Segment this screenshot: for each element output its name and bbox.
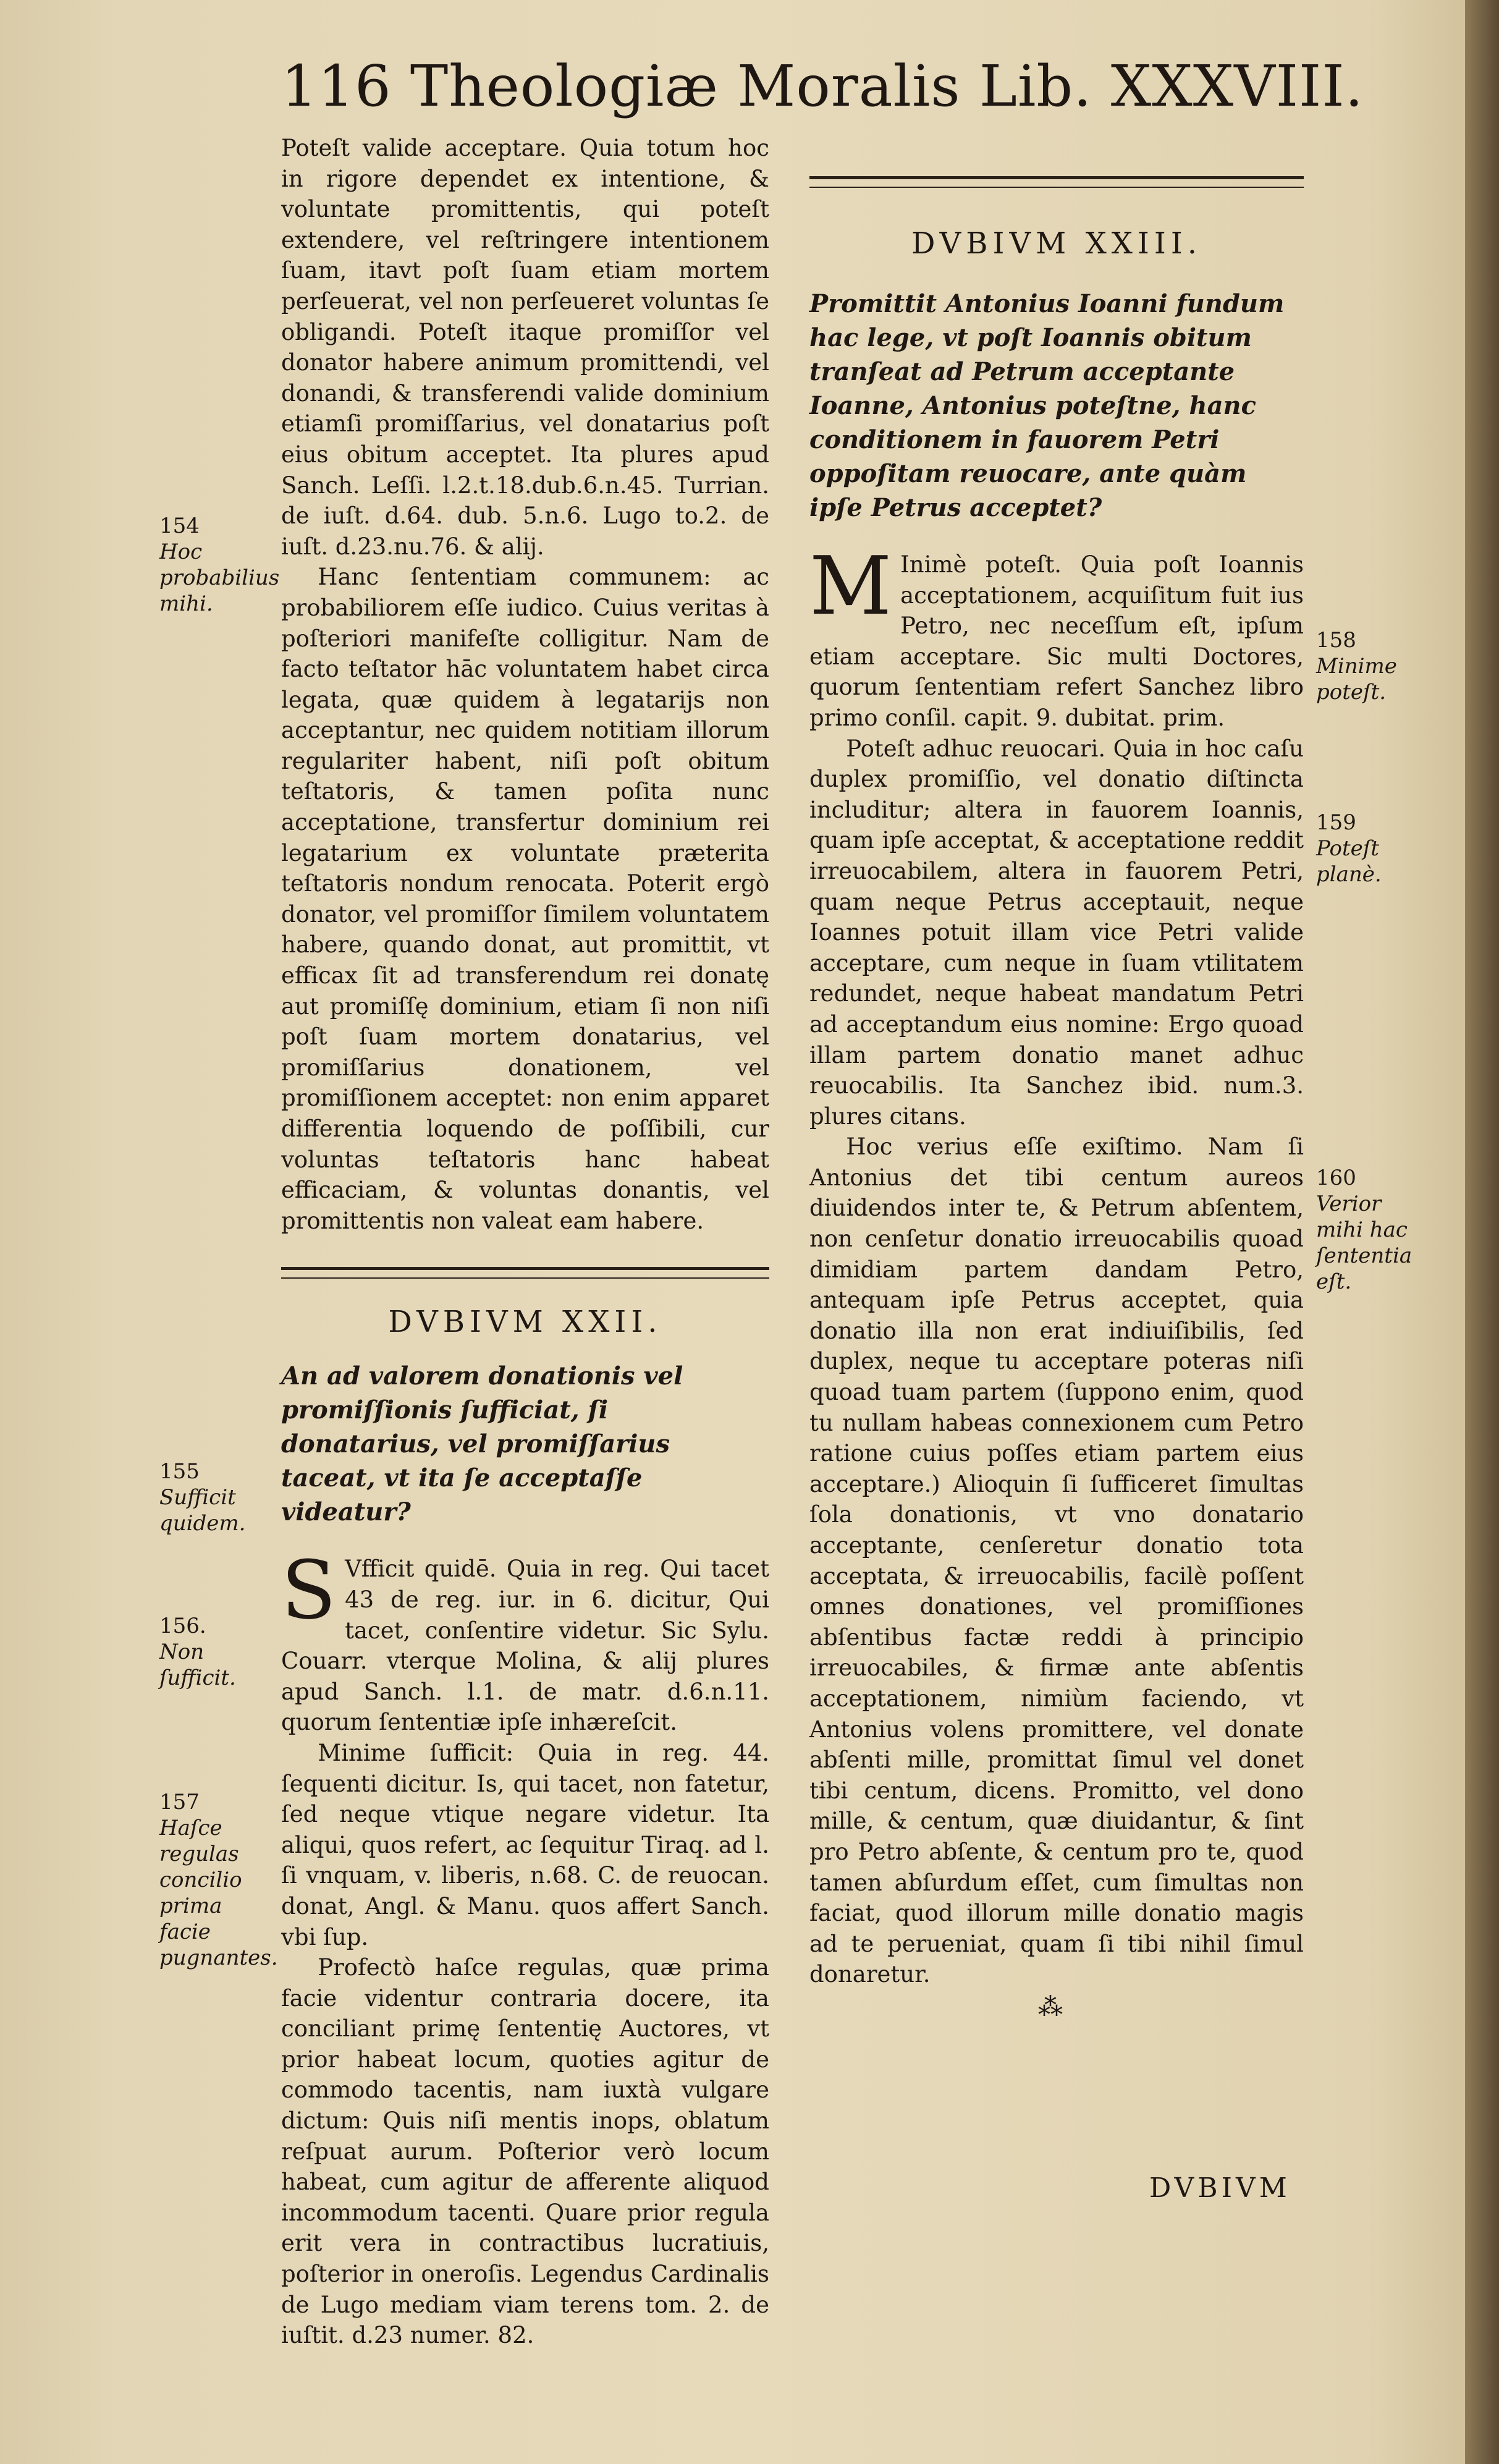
- margin-note-text: Minime poteſt.: [1316, 654, 1397, 705]
- catchword: DVBIVM: [1149, 2172, 1291, 2204]
- margin-note-text: Poteſt planè.: [1316, 836, 1382, 887]
- dubium-xxiii-question: Promittit Antonius Ioanni fundum hac lege, vt poſt Ioannis obitum tranſeat ad Petrum acceptante Ioanne, Antonius poteſtne, hanc conditionem in fauorem Petri oppoſitam reuocare, ante quàm ipſe Petrus acceptet?: [809, 289, 1285, 522]
- margin-note-154: [159, 513, 280, 617]
- margin-note-156: [159, 1613, 277, 1691]
- margin-note-text: Verior mihi hac ſententia eſt.: [1316, 1192, 1412, 1294]
- margin-note-159: [1316, 810, 1421, 887]
- drop-cap-s: S: [281, 1543, 337, 1638]
- left-paragraph-3: Vfficit quidē. Quia in reg. Qui tacet 43 de reg. iur. in 6. dicitur, Qui tacet, conſentire videtur. Sic Sylu. Couarr. vterque Molina, & alij plures apud Sanch. l.1. de matr. d.6.n.11. quorum ſententiæ ipſe inhæreſcit.: [281, 1556, 769, 1736]
- page-edge: [1465, 0, 1499, 2464]
- left-paragraph-2: Hanc ſententiam communem: ac probabiliorem eſſe iudico. Cuius veritas à poſteriori manifeſte colligitur. Nam de facto teſtator hāc voluntatem habet circa legata, quæ quidem à legatarijs non acceptantur, nec quidem notitiam illorum regulariter habent, niſi poſt obitum teſtatoris, & tamen poſita nunc acceptatione, transfertur dominium rei legatarium ex voluntate præterita teſtatoris nondum renocata. Poterit ergò donator, vel promiſſor ſimilem voluntatem habere, quando donat, aut promittit, vt efficax ſit ad transferendum rei donatę aut promiſſę dominium, etiam ſi non niſi poſt ſuam mortem donatarius, vel promiſſarius donationem, vel promiſſionem acceptet: non enim apparet differentia loquendo de poſſibili, cur voluntas teſtatoris hanc habeat efficaciam, & voluntas donantis, vel promittentis non valeat eam habere.: [281, 564, 769, 1234]
- margin-note-157: [159, 1789, 277, 1971]
- margin-note-number: 157: [159, 1790, 200, 1814]
- page-number: 116: [281, 53, 392, 119]
- dubium-xxii-question: An ad valorem donationis vel promiſſionis ſufficiat, ſi donatarius, vel promiſſarius taceat, vt ita ſe acceptaſſe videatur?: [281, 1361, 683, 1527]
- margin-note-number: 158: [1316, 628, 1356, 653]
- left-column: [281, 133, 769, 2351]
- page-header: [281, 53, 1364, 121]
- left-paragraph-4: Minime ſufficit: Quia in reg. 44. ſequenti dicitur. Is, qui tacet, non fatetur, ſed neque vtique negare videtur. Ita aliqui, quos refert, ac ſequitur Tiraq. ad l. ſi vnquam, v. liberis, n.68. C. de reuocan. donat, Angl. & Manu. quos affert Sanch. vbi ſup.: [281, 1739, 769, 1950]
- drop-cap-m: M: [809, 539, 892, 633]
- asterism-ornament: ⁂: [1038, 1993, 1063, 2022]
- running-title: Theologiæ Moralis Lib. XXXVIII.: [410, 53, 1364, 119]
- dubium-xxii-title: DVBIVM XXII.: [388, 1305, 662, 1340]
- margin-note-number: 156.: [159, 1614, 206, 1638]
- right-paragraph-1: Inimè poteſt. Quia poſt Ioannis acceptationem, acquiſitum fuit ius Petro, nec neceſſum eſt, ipſum etiam acceptare. Sic multi Doctores, quorum ſententiam refert Sanchez libro primo conſil. capit. 9. dubitat. prim.: [809, 551, 1304, 731]
- right-paragraph-3: Hoc verius eſſe exiſtimo. Nam ſi Antonius det tibi centum aureos diuidendos inter te, & Petrum abſentem, non cenſetur donatio irreuocabilis quoad dimidiam partem dandam Petro, antequam ipſe Petrus acceptet, quia donatio illa non erat indiuiſibilis, ſed duplex, neque tu acceptare poteras niſi quoad tuam partem (ſuppono enim, quod tu nullam habeas connexionem cum Petro ratione cuius poſſes etiam partem eius acceptare.) Alioquin ſi ſufficeret ſimultas ſola donationis, vt vno donatario acceptante, cenſeretur donatio tota acceptata, & irreuocabilis, facilè poſſent omnes donationes, vel promiſſiones abſentibus factæ reddi à principio irreuocabiles, & firmæ ante abſentis acceptationem, nimiùm faciendo, vt Antonius volens promittere, vel donate abſenti mille, promittat ſimul vel donet tibi centum, dicens. Promitto, vel dono mille, & centum, quæ diuidantur, & ſint pro Petro abſente, & centum pro te, quod tamen abſurdum eſſet, cum ſimultas non faciat, quod illorum mille donatio magis ad te perueniat, quam ſi tibi nihil ſimul donaretur.: [809, 1133, 1304, 1988]
- margin-note-160: [1316, 1165, 1421, 1295]
- margin-note-number: 160: [1316, 1166, 1356, 1190]
- margin-note-text: Sufficit quidem.: [159, 1485, 246, 1536]
- margin-note-155: [159, 1459, 277, 1536]
- margin-note-number: 159: [1316, 810, 1356, 835]
- margin-note-158: [1316, 627, 1421, 705]
- right-column: [809, 176, 1304, 1990]
- margin-note-text: Non ſufficit.: [159, 1640, 236, 1690]
- margin-note-number: 154: [159, 514, 200, 538]
- section-rule: [281, 1267, 769, 1279]
- left-paragraph-5: Profectò haſce regulas, quæ prima facie videntur contraria docere, ita conciliant primę ſententię Auctores, vt prior habeat locum, quoties agitur de commodo tacentis, nam iuxtà vulgare dictum: Quis niſi mentis inops, oblatum reſpuat aurum. Poſterior verò locum habeat, cum agitur de afferente aliquod incommodum tacenti. Quare prior regula erit vera in contractibus lucratiuis, poſterior in oneroſis. Legendus Cardinalis de Lugo mediam viam terens tom. 2. de iuſtit. d.23 numer. 82.: [281, 1954, 769, 2349]
- dubium-xxiii-title: DVBIVM XXIII.: [911, 226, 1202, 261]
- margin-note-text: Hoc probabilius mihi.: [159, 540, 280, 616]
- margin-note-text: Haſce regulas concilio prima facie pugnantes.: [159, 1816, 278, 1970]
- margin-note-number: 155: [159, 1459, 200, 1484]
- right-paragraph-2: Poteſt adhuc reuocari. Quia in hoc caſu duplex promiſſio, vel donatio diſtincta includitur; altera in fauorem Ioannis, quam ipſe acceptat, & acceptatione reddit irreuocabilem, altera in fauorem Petri, quam neque Petrus acceptauit, neque Ioannes potuit illam vice Petri valide acceptare, cum neque in ſuam vtilitatem redundet, neque habeat mandatum Petri ad acceptandum eius nomine: Ergo quoad illam partem donatio manet adhuc reuocabilis. Ita Sanchez ibid. num.3. plures citans.: [809, 735, 1304, 1130]
- section-rule-right: [809, 176, 1304, 188]
- left-paragraph-1: Poteſt valide acceptare. Quia totum hoc in rigore dependet ex intentione, & voluntate promittentis, qui poteſt extendere, vel reſtringere intentionem ſuam, itavt poſt ſuam etiam mortem perſeuerat, vel non perſeueret voluntas ſe obligandi. Poteſt itaque promiſſor vel donator habere animum promittendi, vel donandi, & transferendi valide dominium etiamſi promiſſarius, vel donatarius poſt eius obitum acceptet. Ita plures apud Sanch. Leſſi. l.2.t.18.dub.6.n.45. Turrian. de iuſt. d.64. dub. 5.n.6. Lugo to.2. de iuſt. d.23.nu.76. & alij.: [281, 135, 769, 560]
